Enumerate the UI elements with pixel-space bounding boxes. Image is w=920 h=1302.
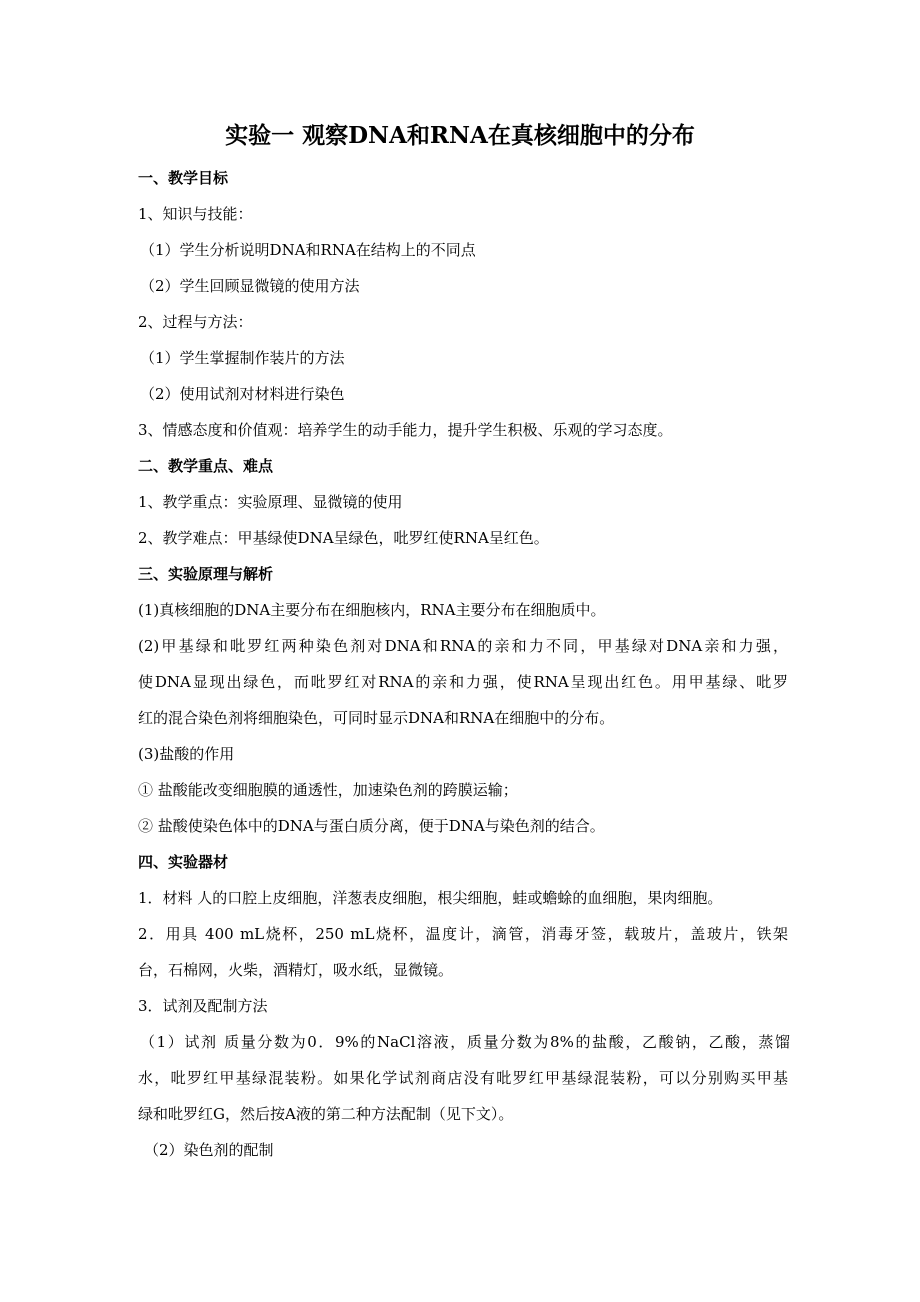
section-heading-principle: 三、实验原理与解析 (138, 565, 274, 583)
objective-process-item-1: （1）学生掌握制作装片的方法 (140, 349, 345, 367)
principle-paragraph-2-line-3: 红的混合染色剂将细胞染色，可同时显示DNA和RNA在细胞中的分布。 (138, 709, 615, 727)
objective-knowledge-item-2: （2）学生回顾显微镜的使用方法 (140, 277, 360, 295)
objective-process-methods: 2、过程与方法： (138, 313, 253, 331)
equipment-reagents-line-1: （1）试剂 质量分数为0．9%的NaCl溶液，质量分数为8%的盐酸，乙酸钠，乙酸，蒸馏 (140, 1033, 790, 1051)
hydrochloric-acid-role-2: ② 盐酸使染色体中的DNA与蛋白质分离，便于DNA与染色剂的结合。 (138, 817, 605, 835)
equipment-reagents-heading: 3．试剂及配制方法 (138, 997, 268, 1015)
principle-paragraph-3: (3)盐酸的作用 (138, 745, 235, 763)
principle-paragraph-1: (1)真核细胞的DNA主要分布在细胞核内，RNA主要分布在细胞质中。 (138, 601, 606, 619)
equipment-tools-line-1: 2．用具 400 mL烧杯，250 mL烧杯，温度计，滴管，消毒牙签，载玻片，盖玻片，铁架 (138, 925, 788, 943)
equipment-reagents-line-2: 水，吡罗红甲基绿混装粉。如果化学试剂商店没有吡罗红甲基绿混装粉，可以分别购买甲基 (138, 1069, 788, 1087)
key-point-focus: 1、教学重点：实验原理、显微镜的使用 (138, 493, 403, 511)
principle-paragraph-2-line-1: (2)甲基绿和吡罗红两种染色剂对DNA和RNA的亲和力不同，甲基绿对DNA亲和力强， (138, 637, 788, 655)
stain-preparation-heading: （2）染色剂的配制 (144, 1141, 274, 1159)
section-heading-key-points: 二、教学重点、难点 (138, 457, 274, 475)
key-point-difficulty: 2、教学难点：甲基绿使DNA呈绿色，吡罗红使RNA呈红色。 (138, 529, 549, 547)
document-title: 实验一 观察DNA和RNA在真核细胞中的分布 (225, 122, 695, 149)
objective-attitude-values: 3、情感态度和价值观：培养学生的动手能力，提升学生积极、乐观的学习态度。 (138, 421, 673, 439)
section-heading-objectives: 一、教学目标 (138, 169, 229, 187)
principle-paragraph-2-line-2: 使DNA显现出绿色，而吡罗红对RNA的亲和力强，使RNA呈现出红色。用甲基绿、吡罗 (138, 673, 788, 691)
equipment-reagents-line-3: 绿和吡罗红G，然后按A液的第二种方法配制（见下文）。 (138, 1105, 514, 1123)
objective-knowledge-item-1: （1）学生分析说明DNA和RNA在结构上的不同点 (140, 241, 476, 259)
section-heading-equipment: 四、实验器材 (138, 853, 229, 871)
hydrochloric-acid-role-1: ① 盐酸能改变细胞膜的通透性，加速染色剂的跨膜运输； (138, 781, 518, 799)
objective-process-item-2: （2）使用试剂对材料进行染色 (140, 385, 345, 403)
equipment-tools-line-2: 台，石棉网，火柴，酒精灯，吸水纸，显微镜。 (138, 961, 454, 979)
equipment-materials: 1．材料 人的口腔上皮细胞，洋葱表皮细胞，根尖细胞，蛙或蟾蜍的血细胞，果肉细胞。 (138, 889, 723, 907)
objective-knowledge-skills: 1、知识与技能： (138, 205, 253, 223)
